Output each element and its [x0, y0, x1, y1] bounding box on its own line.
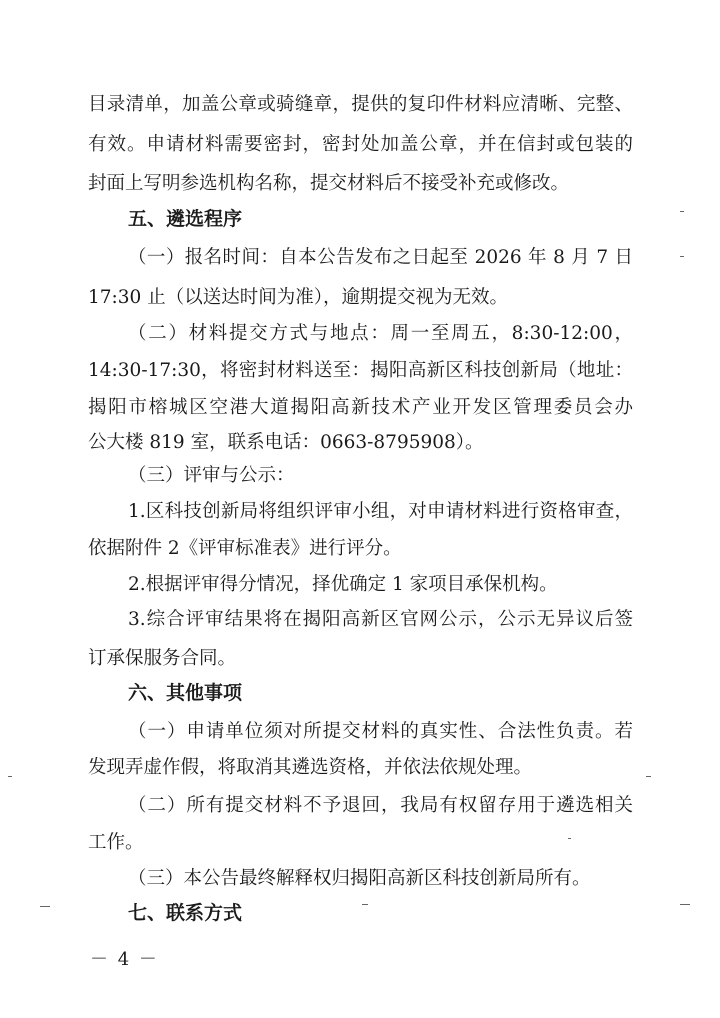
body-text-line: 17:30 止（以送达时间为准），逾期提交视为无效。: [88, 287, 508, 308]
body-text-line: （二）所有提交材料不予退回，我局有权留存用于遴选相关: [128, 795, 633, 816]
body-text-line: 1.区科技创新局将组织评审小组，对申请材料进行资格审查，: [128, 501, 633, 522]
body-text-line: 订承保服务合同。: [88, 648, 237, 669]
body-text-line: 2.根据评审得分情况，择优确定 1 家项目承保机构。: [128, 574, 558, 595]
body-text-line: 14:30-17:30，将密封材料送至：揭阳高新区科技创新局（地址：: [88, 360, 633, 381]
page-number: － 4 －: [90, 949, 159, 970]
body-text-line: （二）材料提交方式与地点：周一至周五，8:30-12:00，: [128, 323, 633, 344]
body-text-line: 依据附件 2《评审标准表》进行评分。: [88, 538, 402, 559]
section-heading-5: 五、遴选程序: [128, 208, 243, 230]
section-heading-6: 六、其他事项: [128, 682, 243, 704]
body-text-line: （一）申请单位须对所提交材料的真实性、合法性负责。若: [128, 721, 633, 742]
scan-mark: [8, 776, 12, 777]
scan-mark: [646, 776, 651, 777]
body-text-line: 工作。: [88, 832, 144, 853]
scan-mark: [680, 211, 684, 212]
body-text-line: （三）评审与公示：: [128, 465, 295, 486]
body-text-line: （一）报名时间：自本公告发布之日起至 2026 年 8 月 7 日: [128, 247, 633, 268]
body-text-line: 公大楼 819 室，联系电话：0663-8795908）。: [88, 432, 484, 453]
scan-mark: [680, 256, 684, 257]
scan-mark: [680, 904, 690, 905]
scan-mark: [362, 904, 368, 905]
scan-mark: [568, 838, 571, 839]
body-text-line: 3.综合评审结果将在揭阳高新区官网公示，公示无异议后签: [128, 609, 633, 630]
section-heading-7: 七、联系方式: [128, 902, 243, 924]
body-text-line: 封面上写明参选机构名称，提交材料后不接受补充或修改。: [88, 173, 570, 194]
scan-mark: [40, 906, 50, 907]
body-text-line: 揭阳市榕城区空港大道揭阳高新技术产业开发区管理委员会办: [88, 397, 633, 418]
body-text-line: 发现弄虚作假，将取消其遴选资格，并依法依规处理。: [88, 757, 533, 778]
body-text-line: 目录清单，加盖公章或骑缝章，提供的复印件材料应清晰、完整、: [88, 94, 633, 115]
body-text-line: 有效。申请材料需要密封，密封处加盖公章，并在信封或包装的: [88, 134, 633, 155]
body-text-line: （三）本公告最终解释权归揭阳高新区科技创新局所有。: [128, 868, 591, 889]
